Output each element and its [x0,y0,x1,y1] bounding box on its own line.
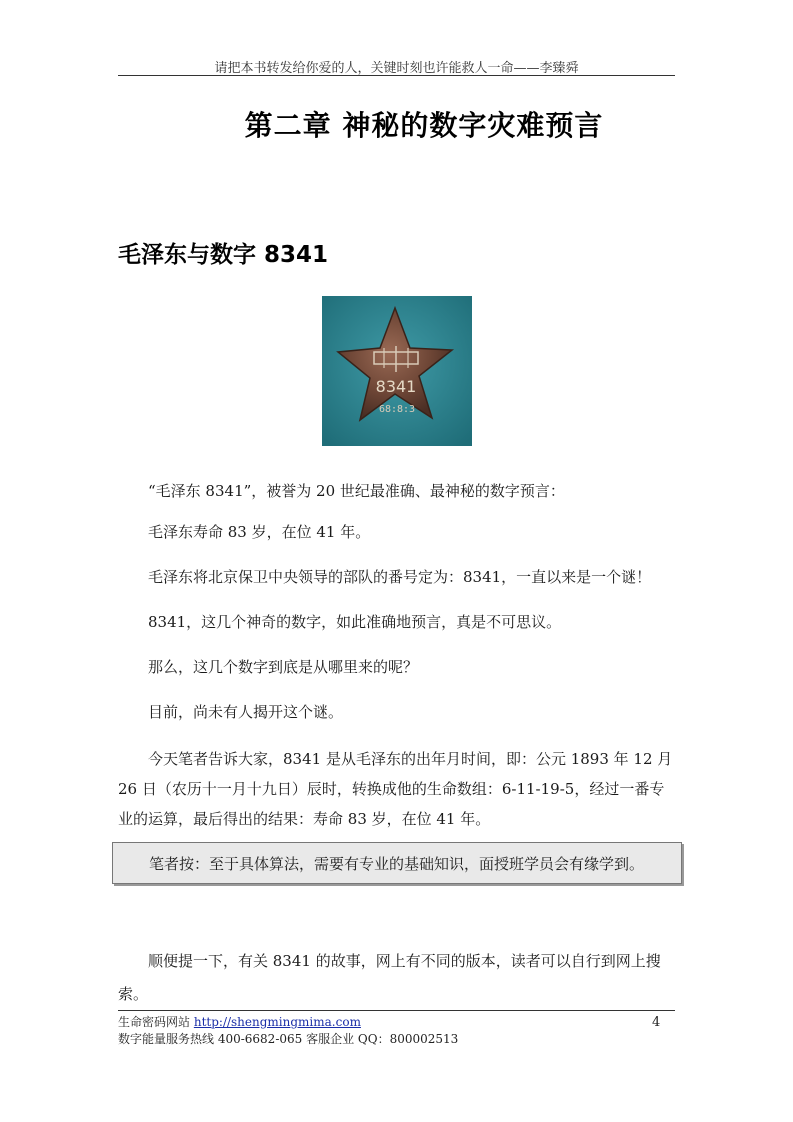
paragraph-lifespan: 毛泽东寿命 83 岁，在位 41 年。 [148,523,371,541]
badge-number-text: 8341 [375,377,417,396]
paragraph-unit-number: 毛泽东将北京保卫中央领导的部队的番号定为：8341，一直以来是一个谜！ [148,568,652,586]
page-header: 请把本书转发给你爱的人，关键时刻也许能救人一命——李臻舜 [214,61,579,76]
author-note-box [112,842,682,884]
footer-site-label: 生命密码网站 [118,1015,191,1029]
paragraph-explanation: 今天笔者告诉大家，8341 是从毛泽东的出年月时间，即：公元 1893 年 12 月 26 日（农历十一月十九日）辰时，转换成他的生命数组：6-11-19-5，经过一番专业的运算，最后得出的结果：寿命 83 岁，在位 41 年。 [118,750,673,828]
header-divider [118,75,675,76]
paragraph-unsolved: 目前，尚未有人揭开这个谜。 [148,703,344,721]
section-title: 毛泽东与数字 8341 [118,242,329,268]
paragraph-amazing: 8341，这几个神奇的数字，如此准确地预言，真是不可思议。 [148,613,562,631]
paragraph-intro: “毛泽东 8341”，被誉为 20 世纪最准确、最神秘的数字预言： [148,482,565,500]
star-badge-photo [322,296,472,446]
footer-site-line [118,1013,361,1030]
footer-hotline: 数字能量服务热线 400-6682-065 客服企业 QQ：800002513 [118,1032,459,1046]
page-number: 4 [652,1015,661,1030]
footer-divider [118,1010,675,1011]
author-note-text: 笔者按：至于具体算法，需要有专业的基础知识，面授班学员会有缘学到。 [149,855,645,873]
footer-site-link[interactable]: http://shengmingmima.com [193,1015,361,1029]
chapter-title: 第二章 神秘的数字灾难预言 [244,109,604,142]
paragraph-question: 那么，这几个数字到底是从哪里来的呢？ [148,658,419,676]
star-badge-illustration [322,296,472,446]
badge-subtext: 68:8:3 [378,404,416,415]
paragraph-closing: 顺便提一下，有关 8341 的故事，网上有不同的版本，读者可以自行到网上搜索。 [118,952,661,1003]
